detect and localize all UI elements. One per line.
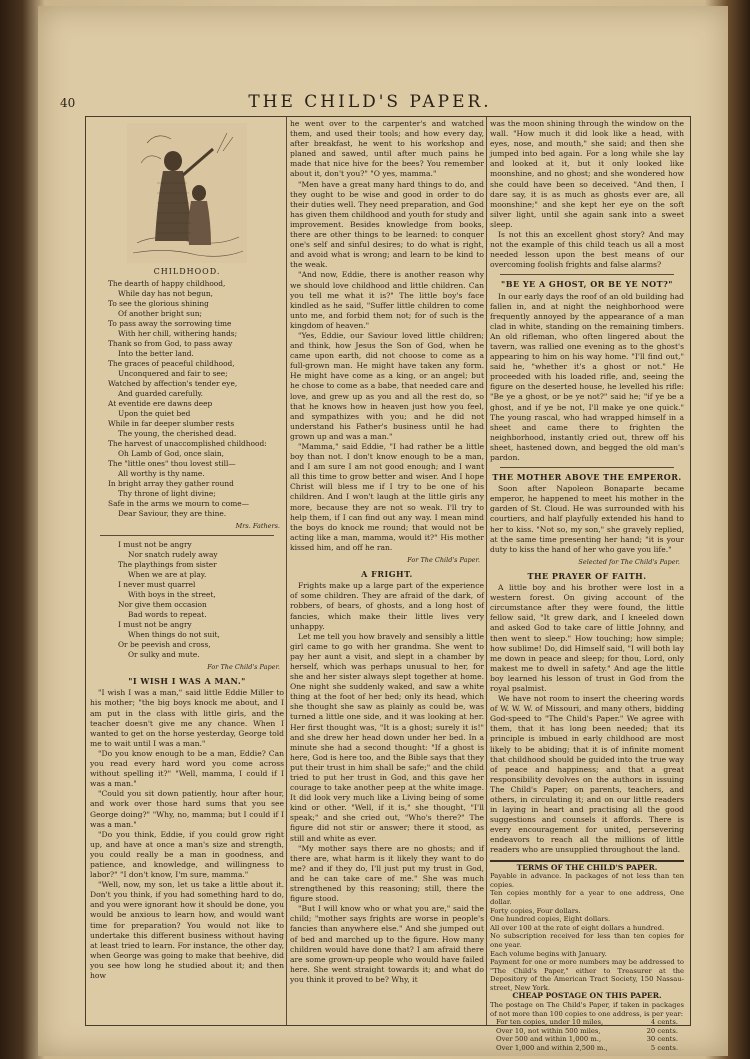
- divider: [500, 467, 674, 468]
- running-head: [60, 92, 680, 116]
- poem-line: While in far deeper slumber rests: [108, 419, 235, 429]
- postage-label: Over 1,000 and within 2,500 m.,: [496, 1044, 608, 1053]
- postage-value: 30 cents.: [646, 1035, 678, 1044]
- poem-line: Of another bright sun;: [118, 309, 202, 319]
- poem-credit: Mrs. Fathers.: [235, 522, 280, 531]
- poem-line: All worthy is thy name.: [118, 469, 205, 479]
- story-credit: For The Child's Paper.: [207, 663, 280, 672]
- paragraph: "Could you sit down patiently, hour after hour, and work over those hard sums that you see George doing?" "Why, no, mamma; but I could if I was a man.": [90, 789, 284, 829]
- poem-line: Watched by affection's tender eye,: [108, 379, 238, 389]
- poem-line: When we are at play.: [128, 570, 207, 580]
- paragraph: was the moon shining through the window on the wall. "How much it did look like a head, with eyes, nose, and mouth," she said; and then she jumped into bed again. For a long while she lay and looked at it, but it only looked like moonshine, and no ghost; and she wondered how she could have been so deceived. "And then, I dare say, it is as much as ghosts ever are, all moonshine;" and she kept her eye on the soft silver light, until she again sank into a sweet sleep.: [490, 119, 684, 229]
- divider: [500, 274, 674, 275]
- postage-title: CHEAP POSTAGE ON THIS PAPER.: [512, 991, 662, 1001]
- paragraph: "Do you think, Eddie, if you could grow right up, and have at once a man's size and strength, you could really be a man in goodness, and patience, and knowledge, and willingness to labor?" "I don't know, I'm sure, mamma.": [90, 829, 284, 880]
- terms-line: Each volume begins with January.: [490, 949, 607, 958]
- terms-line: All over 100 at the rate of eight dollars a hundred.: [490, 923, 665, 932]
- poem-line: The graces of peaceful childhood,: [108, 359, 235, 369]
- paragraph: Frights make up a large part of the experience of some children. They are afraid of the dark, of robbers, of bears, of ghosts, and a long host of fancies, which make their little lives very unhappy.: [290, 581, 484, 631]
- story-title: "I WISH I WAS A MAN.": [128, 676, 246, 687]
- paragraph: Soon after Napoleon Bonaparte became emperor, he happened to meet his mother in the garden of St. Cloud. He was surrounded with his courtiers, and half playfully extended his hand to her to kiss. "Not so, my son," she gravely replied, at the same time presenting her hand; "it is your duty to kiss the hand of her who gave you life.": [490, 484, 684, 554]
- poem-line: The young, the cherished dead.: [118, 429, 237, 439]
- paragraph: he went over to the carpenter's and watched them, and used their tools; and how every day, after breakfast, he went to his workshop and planed and sawed, until after much pains he made that nice hive for the bees? You remember about it, don't you?" "O yes, mamma.": [290, 119, 484, 179]
- column-2: [290, 119, 484, 1021]
- poem-line: To see the glorious shining: [108, 299, 209, 309]
- poem-line: Nor give them occasion: [118, 600, 207, 610]
- poem-line: I must not be angry: [118, 540, 192, 550]
- terms-line: Forty copies, Four dollars.: [490, 906, 581, 915]
- paragraph: "But I will know who or what you are," said the child; "mother says frights are worse in people's fancies than anywhere else." And she jumped out of bed and marched up to the figure. How many children would have done that? I am afraid there are some grown-up people who would have failed here. She went straight towards it; and what do you think it proved to be? Why, it: [290, 904, 484, 984]
- postage-value: 4 cents.: [650, 1018, 678, 1027]
- poem-childhood: [90, 279, 284, 519]
- poem-line: Into the better land.: [118, 349, 194, 359]
- content-frame: [85, 116, 691, 1053]
- column-1: [90, 119, 284, 1021]
- poem-line: Upon the quiet bed: [118, 409, 191, 419]
- paragraph: Let me tell you how bravely and sensibly a little girl came to go with her grandma. She went to pay her aunt a visit, and slept in a chamber by herself, which was perhaps unusual to her, for she and her sister always slept together at home. One night she suddenly waked, and saw a white thing at the foot of her bed; only its head, which she thought she saw as plainly as could be, was turned a little one side, and it was looking at her. Her first thought was, "It is a ghost; surely it is!" and she drew her head down under her bed. In a minute she had a second thought: "If a ghost is here, God is here too, and the Bible says that they put their trust in him shall be safe;" and the child tried to put her trust in God, and this gave her courage to take another peep at the white image. It did look very much like a Living being of some kind or other. "Well, if it is," she thought, "I'll speak;" and she cried out, "Who's there?" The figure did not stir or answer; there it stood, as still and white as ever.: [290, 631, 484, 843]
- poem-line: Thank so from God, to pass away: [108, 339, 233, 349]
- paragraph: "I wish I was a man," said little Eddie Miller to his mother; "the big boys knock me about, and I am put in the class with little girls, and the teacher doesn't give me any chance. When I wanted to get on the horse yesterday, George told me to wait until I was a man.": [90, 688, 284, 748]
- terms-line: Ten copies monthly for a year to one address, One dollar.: [490, 889, 684, 906]
- poem-title: CHILDHOOD.: [153, 267, 221, 276]
- column-divider: [286, 117, 287, 1025]
- poem-line: The playthings from sister: [118, 560, 217, 570]
- divider: [100, 535, 274, 536]
- paragraph: "Do you know enough to be a man, Eddie? Can you read every hard word you come across without spelling it?" "Well, mamma, I could if I was a man.": [90, 748, 284, 789]
- paragraph: "Mamma," said Eddie, "I had rather be a little boy than not. I don't know enough to be a man, and I am sure I am not good enough; and I want all this time to grow better and wiser. And I hope Christ will bless me if I try to be one of his children. And I won't laugh at the little girls any more, because they are not so weak. I'll try to help them, if I can find out any way. I mean mind the boys do knock me round; that would not be acting like a man, mamma, would it?" His mother kissed him, and off he ran.: [290, 442, 484, 552]
- postage-label: Over 500 and within 1,000 m.,: [496, 1035, 602, 1044]
- mother-child-illustration: [127, 123, 247, 263]
- poem-line: The dearth of happy childhood,: [108, 279, 226, 289]
- poem-line: Thy throne of light divine;: [118, 489, 216, 499]
- poem-line: I must not be angry: [118, 620, 192, 630]
- poem-line: Nor snatch rudely away: [128, 550, 218, 560]
- postage-intro: The postage on The Child's Paper, if taken in packages of not more than 100 copies to one address, is per year:: [490, 1001, 684, 1018]
- page-title: THE CHILD'S PAPER.: [248, 92, 492, 112]
- story-title: "BE YE A GHOST, OR BE YE NOT?": [501, 279, 673, 290]
- poem-line: And guarded carefully.: [118, 389, 204, 399]
- poem-line: Dear Saviour, they are thine.: [118, 509, 227, 519]
- terms-box: [490, 860, 684, 1053]
- paragraph: We have not room to insert the cheering words of W. W. W. of Missouri, and many others, bidding God-speed to "The Child's Paper." We agree with them, that it has long been needed; that its principle is imbued in early childhood are most likely to be abiding; that it is of infinite moment that childhood should be guided into the true way of peace and happiness; and that a great responsibility devolves on the authors in issuing The Child's Paper; on parents, teachers, and others, in circulating it; and on our little readers in laying in heart and practising all the good suggestions and counsels it affords. There is every encouragement for united, persevering endeavors to reach all the millions of little readers who are unsupplied throughout the land.: [490, 694, 684, 855]
- paragraph: "My mother says there are no ghosts; and if there are, what harm is it likely they want to do me? and if they do, I'll just put my trust in God, and he can take care of me." She was much strengthened by this reasoning; still, there the figure stood.: [290, 843, 484, 904]
- poem-line: Bad words to repeat.: [128, 610, 207, 620]
- story-credit: For The Child's Paper.: [407, 556, 480, 565]
- postage-value: 5 cents.: [650, 1044, 678, 1053]
- poem-line: The harvest of unaccomplished childhood:: [108, 439, 267, 449]
- poem-line: Or sulky and mute.: [128, 650, 200, 660]
- poem-line: At eventide ere dawns deep: [108, 399, 213, 409]
- poem-line: The "little ones" thou lovest still—: [108, 459, 236, 469]
- poem-line: Or be peevish and cross,: [118, 640, 211, 650]
- postage-row: [490, 1044, 684, 1053]
- story-credit: Selected for The Child's Paper.: [578, 557, 680, 566]
- column-divider: [486, 117, 487, 1025]
- postage-label: For ten copies, under 10 miles,: [496, 1018, 604, 1027]
- poem-line: Oh Lamb of God, once slain,: [118, 449, 224, 459]
- terms-line: Payment for one or more numbers may be addressed to "The Child's Paper," either to Treasurer at the Depository of the American Tract Society, 150 Nassau-street, New York.: [490, 958, 684, 992]
- terms-title: TERMS OF THE CHILD'S PAPER.: [516, 862, 658, 872]
- column-3: [490, 119, 684, 1053]
- poem-line: With her chill, withering hands;: [118, 329, 238, 339]
- story-title: THE PRAYER OF FAITH.: [527, 570, 647, 581]
- paragraph: "And now, Eddie, there is another reason why we should love childhood and little children. Can you tell me what it is?" The little boy's face kindled as he said, "Suffer little children to come unto me, and forbid them not; for of such is the kingdom of heaven.": [290, 270, 484, 330]
- page-number: 40: [60, 96, 76, 110]
- postage-label: Over 10, not within 500 miles,: [496, 1026, 601, 1035]
- postage-row: [490, 1018, 684, 1027]
- poem-line: With boys in the street,: [128, 590, 216, 600]
- poem-angry: [90, 540, 284, 660]
- poem-line: Safe in the arms we mourn to come—: [108, 499, 249, 509]
- paragraph: A little boy and his brother were lost in a western forest. On giving account of the circumstance after they were found, the little fellow said, "It grew dark, and I kneeled down and asked God to take care of little Johnny, and then went to sleep." How touching; how simple; how sublime! Do, did Himself said, "I will both lay me down in peace and sleep; for thou, Lord, only makest me to dwell in safety." And age the little boy learned his lesson of trust in God from the royal psalmist.: [490, 583, 684, 693]
- poem-line: Unconquered and fair to see;: [118, 369, 228, 379]
- postage-row: [490, 1027, 684, 1036]
- terms-line: One hundred copies, Eight dollars.: [490, 915, 611, 924]
- paragraph: In our early days the roof of an old building had fallen in, and at night the neighborhood were frequently annoyed by the appearance of a man clad in white, standing on the remaining timbers. An old rifleman, who often lingered about the tavern, was rallied one evening as to the ghost's appearing to him on his way home. "I'll find out," said he, "whether it's a ghost or not." He proceeded with his loaded rifle, and, seeing the figure on the deserted house, he levelled his rifle: "Be ye a ghost, or be ye not?" said he; "if ye be a ghost, and if ye be not, I'll make ye one quick." The young rascal, who had wrapped himself in a sheet and came there to frighten the neighborhood, instantly cried out, threw off his sheet, hastened down, and begged the old man's pardon.: [490, 291, 684, 462]
- postage-value: 20 cents.: [646, 1026, 678, 1035]
- paragraph: "Yes, Eddie, our Saviour loved little children; and think, how Jesus the Son of God, when he came upon earth, did not choose to come as a full-grown man. He might have taken any form. He might have come as a king, or an angel; but he chose to come as a babe, that needed care and love, and grew up as you and all the rest do, so that he knows how in heaven just how you feel, and sympathizes with you; and he did not understand his Father's business until he had grown up and was a man.": [290, 330, 484, 441]
- story-title: THE MOTHER ABOVE THE EMPEROR.: [492, 472, 682, 483]
- terms-line: No subscription received for less than ten copies for one year.: [490, 932, 684, 949]
- poem-line: I never must quarrel: [118, 580, 196, 590]
- poem-line: While day has not begun,: [118, 289, 214, 299]
- poem-line: In bright array they gather round: [108, 479, 234, 489]
- story-title: A FRIGHT.: [361, 569, 413, 580]
- poem-line: To pass away the sorrowing time: [108, 319, 232, 329]
- postage-row: [490, 1035, 684, 1044]
- paragraph: "Well, now, my son, let us take a little about it. Don't you think, if you had something hard to do, and you were ignorant how it should be done, you would be anxious to learn how, and would want time for preparation? You would not like to undertake this different business without having at least tried to learn. For instance, the other day, when George was going to make that beehive, did you see how long he studied about it; and then how: [90, 880, 284, 980]
- paragraph: "Men have a great many hard things to do, and they ought to be wise and good in order to do their duties well. They need preparation, and God has given them childhood and youth for study and improvement. Besides knowledge from books, there are other things to be learned: to conquer one's self and sinful desires; to do what is right, and avoid what is wrong; and learn to be kind to the weak.: [290, 179, 484, 270]
- paragraph: Is not this an excellent ghost story? And may not the example of this child teach us all a most needed lesson upon the best means of our overcoming foolish frights and false alarms?: [490, 230, 684, 270]
- terms-line: Payable in advance. In packages of not less than ten copies.: [490, 872, 684, 889]
- poem-line: When things do not suit,: [128, 630, 220, 640]
